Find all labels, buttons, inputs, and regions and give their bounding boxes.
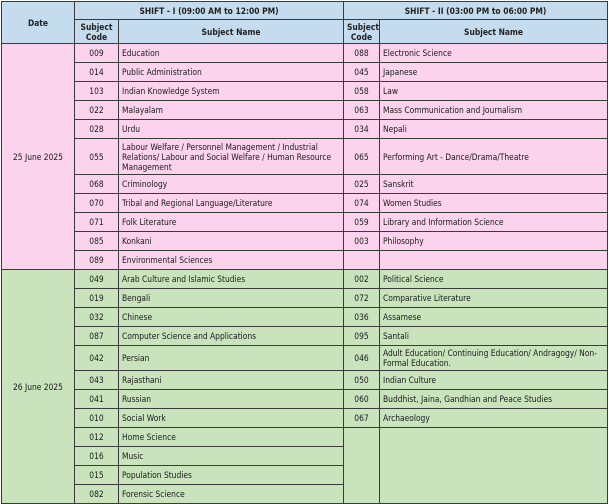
table-row — [2, 289, 608, 308]
subject-name: Political Science — [380, 270, 608, 289]
subject-name: Performing Art - Dance/Drama/Theatre — [380, 139, 608, 175]
subject-name-empty — [380, 428, 608, 504]
subject-code: 074 — [344, 194, 380, 213]
subject-name: Folk Literature — [119, 213, 344, 232]
subject-name: Nepali — [380, 120, 608, 139]
subject-name: Computer Science and Applications — [119, 327, 344, 346]
date-cell: 26 June 2025 — [2, 270, 75, 504]
subject-code: 055 — [75, 139, 119, 175]
subject-code: 045 — [344, 63, 380, 82]
shift1-subject-code-header: Subject Code — [75, 20, 119, 44]
subject-name: Law — [380, 82, 608, 101]
subject-code: 088 — [344, 44, 380, 63]
subject-code: 015 — [75, 466, 119, 485]
subject-name: Comparative Literature — [380, 289, 608, 308]
subject-name: Japanese — [380, 63, 608, 82]
table-row — [2, 194, 608, 213]
subject-name: Education — [119, 44, 344, 63]
shift2-subject-code-header: Subject Code — [344, 20, 380, 44]
subject-name: Tribal and Regional Language/Literature — [119, 194, 344, 213]
subject-name: Mass Communication and Journalism — [380, 101, 608, 120]
subject-code: 071 — [75, 213, 119, 232]
subject-code: 065 — [344, 139, 380, 175]
subject-name: Urdu — [119, 120, 344, 139]
subject-code: 032 — [75, 308, 119, 327]
table-row — [2, 308, 608, 327]
subject-code: 034 — [344, 120, 380, 139]
subject-name: Electronic Science — [380, 44, 608, 63]
shift2-header: SHIFT - II (03:00 PM to 06:00 PM) — [344, 2, 608, 20]
header-row-columns — [2, 20, 608, 44]
subject-code: 063 — [344, 101, 380, 120]
table-row — [2, 251, 608, 270]
subject-code: 043 — [75, 371, 119, 390]
subject-name: Women Studies — [380, 194, 608, 213]
subject-code: 059 — [344, 213, 380, 232]
table-row — [2, 82, 608, 101]
subject-code: 046 — [344, 346, 380, 371]
subject-name: Social Work — [119, 409, 344, 428]
table-row — [2, 175, 608, 194]
shift2-subject-name-header: Subject Name — [380, 20, 608, 44]
shift1-header: SHIFT - I (09:00 AM to 12:00 PM) — [75, 2, 344, 20]
subject-code-empty — [344, 251, 380, 270]
table-row — [2, 63, 608, 82]
exam-schedule-table — [1, 1, 608, 504]
subject-code: 070 — [75, 194, 119, 213]
subject-name: Music — [119, 447, 344, 466]
subject-code: 003 — [344, 232, 380, 251]
subject-code: 068 — [75, 175, 119, 194]
subject-name: Malayalam — [119, 101, 344, 120]
subject-name: Santali — [380, 327, 608, 346]
subject-name: Library and Information Science — [380, 213, 608, 232]
subject-code: 050 — [344, 371, 380, 390]
subject-code-empty — [344, 428, 380, 504]
table-row — [2, 101, 608, 120]
subject-code: 085 — [75, 232, 119, 251]
subject-code: 012 — [75, 428, 119, 447]
subject-name: Bengali — [119, 289, 344, 308]
subject-name: Assamese — [380, 308, 608, 327]
subject-name-empty — [380, 251, 608, 270]
subject-name: Labour Welfare / Personnel Management / Industrial Relations/ Labour and Social Welfare / Human Resource Management — [119, 139, 344, 175]
subject-name: Public Administration — [119, 63, 344, 82]
table-row — [2, 371, 608, 390]
subject-code: 014 — [75, 63, 119, 82]
subject-code: 041 — [75, 390, 119, 409]
table-row — [2, 139, 608, 175]
subject-name: Forensic Science — [119, 485, 344, 504]
subject-code: 019 — [75, 289, 119, 308]
table-row — [2, 270, 608, 289]
subject-name: Russian — [119, 390, 344, 409]
subject-name: Konkani — [119, 232, 344, 251]
header-row-shifts — [2, 2, 608, 20]
subject-name: Archaeology — [380, 409, 608, 428]
subject-code: 067 — [344, 409, 380, 428]
subject-code: 087 — [75, 327, 119, 346]
subject-name: Indian Knowledge System — [119, 82, 344, 101]
subject-name: Indian Culture — [380, 371, 608, 390]
date-header: Date — [2, 2, 75, 44]
table-row — [2, 44, 608, 63]
table-row — [2, 409, 608, 428]
subject-code: 016 — [75, 447, 119, 466]
subject-name: Rajasthani — [119, 371, 344, 390]
table-row — [2, 428, 608, 447]
subject-code: 082 — [75, 485, 119, 504]
table-row — [2, 213, 608, 232]
subject-code: 025 — [344, 175, 380, 194]
subject-name: Environmental Sciences — [119, 251, 344, 270]
table-row — [2, 232, 608, 251]
subject-name: Buddhist, Jaina, Gandhian and Peace Studies — [380, 390, 608, 409]
subject-name: Criminology — [119, 175, 344, 194]
table-row — [2, 120, 608, 139]
subject-code: 036 — [344, 308, 380, 327]
subject-code: 002 — [344, 270, 380, 289]
subject-name: Arab Culture and Islamic Studies — [119, 270, 344, 289]
subject-name: Sanskrit — [380, 175, 608, 194]
subject-name: Population Studies — [119, 466, 344, 485]
subject-code: 095 — [344, 327, 380, 346]
subject-code: 009 — [75, 44, 119, 63]
subject-code: 060 — [344, 390, 380, 409]
subject-name: Home Science — [119, 428, 344, 447]
table-row — [2, 390, 608, 409]
subject-code: 010 — [75, 409, 119, 428]
subject-code: 028 — [75, 120, 119, 139]
table-row — [2, 327, 608, 346]
subject-code: 049 — [75, 270, 119, 289]
shift1-subject-name-header: Subject Name — [119, 20, 344, 44]
subject-name: Persian — [119, 346, 344, 371]
subject-name: Adult Education/ Continuing Education/ Andragogy/ Non-Formal Education. — [380, 346, 608, 371]
subject-code: 022 — [75, 101, 119, 120]
table-row — [2, 346, 608, 371]
subject-code: 089 — [75, 251, 119, 270]
date-cell: 25 June 2025 — [2, 44, 75, 270]
subject-name: Philosophy — [380, 232, 608, 251]
subject-code: 103 — [75, 82, 119, 101]
subject-name: Chinese — [119, 308, 344, 327]
subject-code: 058 — [344, 82, 380, 101]
subject-code: 072 — [344, 289, 380, 308]
subject-code: 042 — [75, 346, 119, 371]
